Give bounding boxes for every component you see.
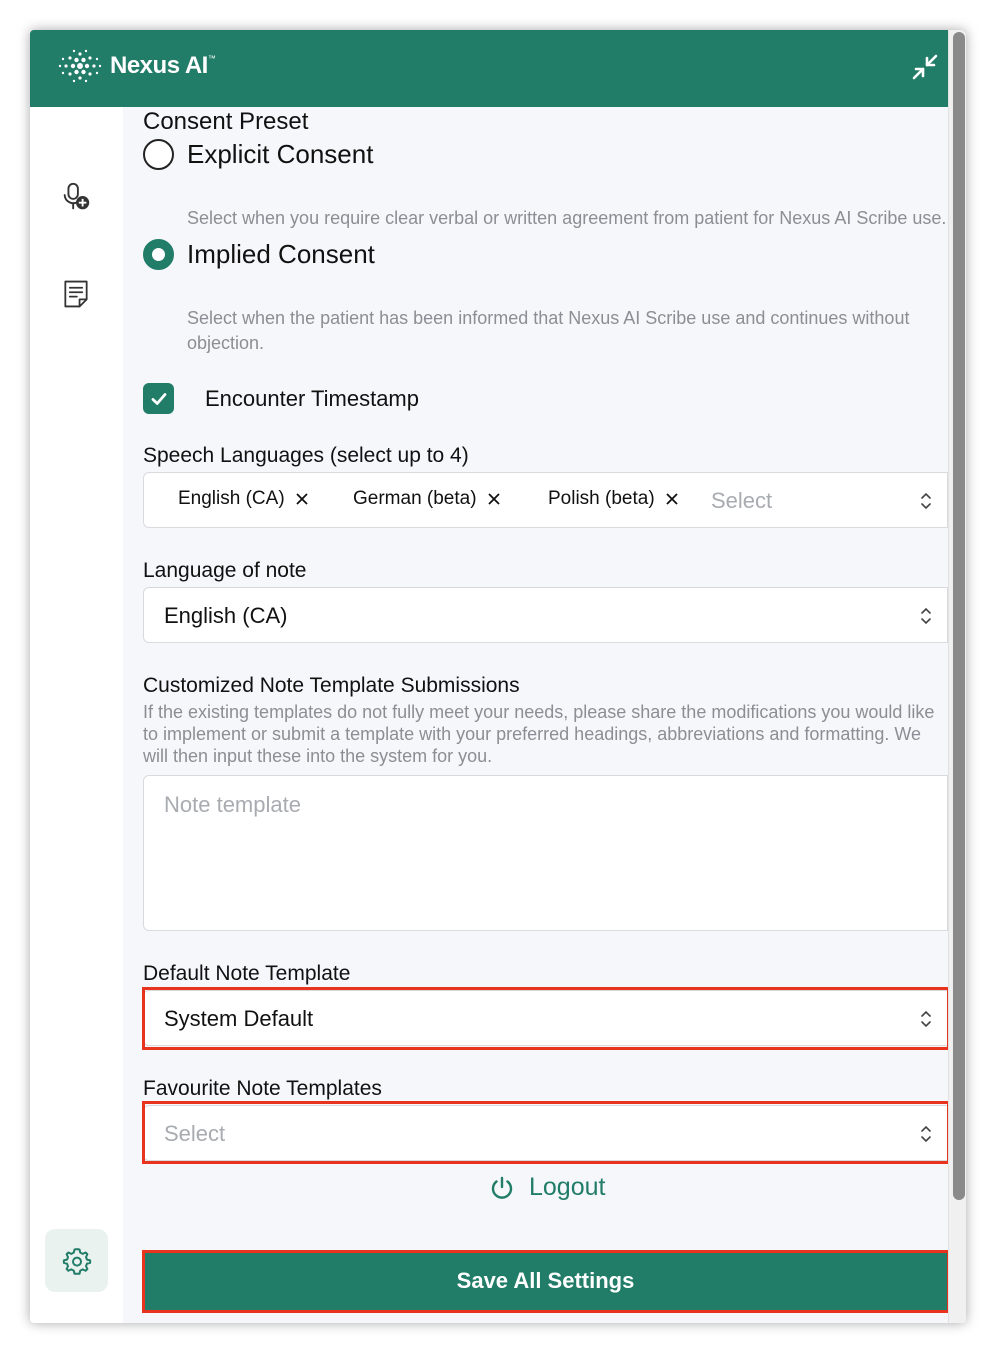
- note-language-select[interactable]: [143, 587, 948, 643]
- language-tag-label: Polish (beta): [548, 488, 655, 509]
- favourite-templates-select[interactable]: [143, 1105, 948, 1161]
- note-template-placeholder: Note template: [164, 792, 301, 817]
- collapse-button[interactable]: [908, 50, 942, 84]
- note-icon: [60, 278, 92, 310]
- favourite-templates-placeholder: Select: [164, 1121, 226, 1146]
- brand-name: Nexus AI: [110, 52, 208, 79]
- explicit-consent-radio[interactable]: [143, 139, 174, 170]
- explicit-consent-label: Explicit Consent: [187, 139, 374, 169]
- implied-consent-description: Select when the patient has been informed that Nexus AI Scribe use and continues without objection.: [187, 308, 910, 353]
- default-template-select[interactable]: [143, 990, 948, 1046]
- settings-panel: [123, 107, 948, 1323]
- speech-languages-placeholder: Select: [711, 488, 773, 513]
- speech-languages-multiselect[interactable]: [143, 472, 948, 528]
- language-tag: [548, 488, 679, 510]
- close-icon[interactable]: [295, 492, 309, 506]
- sidebar-item-notes[interactable]: [58, 276, 94, 312]
- close-icon[interactable]: [487, 492, 501, 506]
- chevron-up-down-icon: [919, 490, 933, 512]
- logout-button[interactable]: [489, 1173, 605, 1202]
- logo-dots-icon: [54, 46, 106, 86]
- sidebar: [30, 107, 123, 1323]
- checkmark-icon: [149, 389, 169, 409]
- custom-template-label: Customized Note Template Submissions: [143, 674, 520, 697]
- note-template-textarea[interactable]: [143, 775, 948, 931]
- note-language-value: English (CA): [164, 603, 288, 628]
- save-all-settings-button[interactable]: Save All Settings: [143, 1252, 948, 1310]
- encounter-timestamp-checkbox[interactable]: [143, 383, 174, 414]
- microphone-add-icon: [59, 180, 93, 214]
- gear-icon: [62, 1246, 92, 1276]
- chevron-up-down-icon: [919, 1008, 933, 1030]
- implied-consent-label: Implied Consent: [187, 239, 375, 269]
- sidebar-item-new-recording[interactable]: [58, 179, 94, 215]
- encounter-timestamp-label: Encounter Timestamp: [205, 386, 419, 411]
- scrollbar[interactable]: [948, 30, 966, 1323]
- language-tag-label: German (beta): [353, 488, 477, 509]
- favourite-templates-label: Favourite Note Templates: [143, 1077, 382, 1100]
- power-icon: [489, 1175, 515, 1201]
- consent-preset-title: Consent Preset: [143, 108, 309, 135]
- implied-consent-option[interactable]: [143, 239, 375, 270]
- collapse-arrows-icon: [908, 50, 942, 84]
- default-template-value: System Default: [164, 1006, 314, 1031]
- explicit-consent-option[interactable]: [143, 139, 373, 170]
- language-tag: [178, 488, 309, 510]
- default-template-label: Default Note Template: [143, 962, 351, 985]
- sidebar-item-settings[interactable]: [45, 1229, 108, 1292]
- note-language-label: Language of note: [143, 559, 307, 582]
- custom-template-help: If the existing templates do not fully meet your needs, please share the modifications you would like to implement or submit a template with your preferred headings, abbreviations and formatting. We will then input these into the system for you.: [143, 702, 935, 766]
- implied-consent-radio[interactable]: [143, 239, 174, 270]
- brand-logo: [54, 46, 216, 86]
- chevron-up-down-icon: [919, 1123, 933, 1145]
- language-tag-label: English (CA): [178, 488, 285, 509]
- language-tag: [353, 488, 501, 510]
- scrollbar-thumb[interactable]: [953, 32, 965, 1200]
- explicit-consent-description: Select when you require clear verbal or written agreement from patient for Nexus AI Scribe use.: [187, 208, 947, 228]
- app-window: [30, 30, 966, 1323]
- close-icon[interactable]: [665, 492, 679, 506]
- header-bar: [30, 30, 966, 107]
- speech-languages-label: Speech Languages (select up to 4): [143, 444, 469, 467]
- brand-trademark: ™: [207, 53, 216, 63]
- logout-label: Logout: [529, 1173, 606, 1201]
- chevron-up-down-icon: [919, 605, 933, 627]
